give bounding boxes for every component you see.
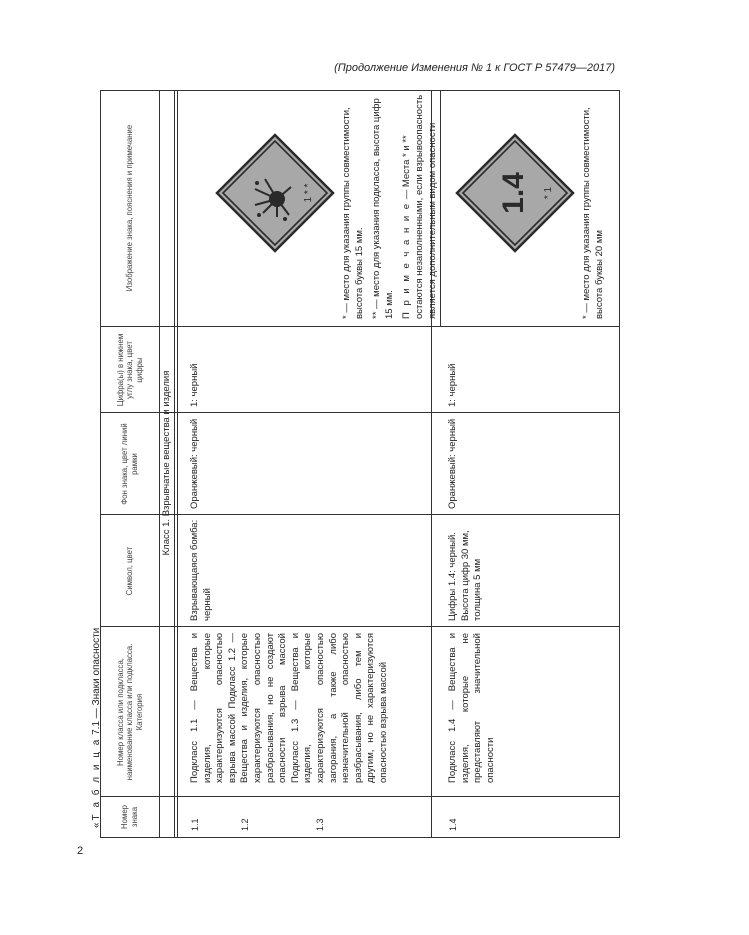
row2-symbol: Цифры 1.4: черный. Высота цифр 30 мм, толщина 5 мм [447, 530, 484, 621]
row1-number-1: 1.1 [190, 818, 200, 831]
page-number: 2 [77, 845, 84, 857]
row1-background: Оранжевый: черный [189, 418, 200, 509]
row2-notes [581, 93, 617, 319]
row1-remark [401, 93, 439, 319]
row1-number-3: 1.3 [315, 818, 325, 831]
row2-note-1: * — место для указания группы совместимости, высота буквы 20 мм [581, 107, 605, 319]
rotated-table-area [88, 0, 749, 838]
explosive-sign-1-4-image [455, 133, 575, 253]
row-divider [174, 91, 175, 837]
row1-number-2: 1.2 [240, 818, 250, 831]
col-divider [101, 796, 619, 797]
row1-note-1: * — место для указания группы совместимости, высота буквы 15 мм. [341, 107, 365, 319]
continuation-header: (Продолжение Изменения № 1 к ГОСТ Р 57479—2017) [334, 62, 615, 74]
col-divider [101, 626, 619, 627]
header-class-name: Номер класса или подкласса, наименование класса или подкласса. Категория [115, 643, 144, 781]
row2-description: Подкласс 1.4 — Вещества и изделия, которые не представляют значительной опасности [447, 633, 496, 783]
class-band: Класс 1. Взрывчатые вещества и изделия [161, 370, 172, 556]
row-divider [440, 91, 441, 327]
col-divider [101, 326, 619, 327]
header-digits: Цифра(ы) в нижнем углу знака, цвет цифры [115, 333, 144, 407]
remark-text: — Места * и ** остаются незаполненными, если взрывоопасность является дополнительным видом опасности [401, 94, 438, 319]
hazard-signs-table [100, 90, 620, 838]
row1-notes [341, 93, 438, 319]
header-background: Фон знака, цвет линий рамки [120, 423, 139, 505]
sign-digits: * 1 [543, 186, 554, 200]
row2-digits: 1: черный [447, 363, 458, 407]
col-divider [101, 412, 619, 413]
explosive-sign-1-1-image [215, 133, 335, 253]
row1-note-2: ** — место для указания подкласса, высота цифр 15 мм. [371, 98, 395, 319]
row2-number: 1.4 [448, 818, 458, 831]
row-divider [159, 91, 160, 837]
row2-background: Оранжевый: черный [447, 418, 458, 509]
remark-label: П р и м е ч а н и е [401, 201, 413, 319]
header-symbol: Символ, цвет [125, 546, 135, 596]
header-image-notes: Изображение знака, пояснения и примечание [125, 124, 135, 292]
caption-label: «Т а б л и ц а [91, 737, 102, 828]
sign-big-digits: 1.4 [497, 172, 530, 214]
row1-description: Подкласс 1.1 — Вещества и изделия, которые характеризуются опасностью взрыва массой Подкласс 1.2 — Вещества и изделия, которые характеризуются опасностью разбрасывания, но не создают опасности взрыва массой Подкласс 1.3 — Вещества и изделия, которые характеризуются опасностью загорания, а также либо незначительной опасностью разбрасывания, либо тем и другим, но не характеризуются опасностью взрыва массой [189, 633, 389, 783]
row-divider [177, 91, 178, 837]
caption-title: 7.1 — Знаки опасности [91, 627, 102, 735]
header-sign-number: Номер знака [120, 805, 139, 829]
col-divider [101, 514, 619, 515]
sign-digits: 1 * * [303, 183, 314, 203]
row1-digits: 1: черный [189, 363, 200, 407]
row1-symbol: Взрывающаяся бомба: черный [189, 519, 213, 621]
